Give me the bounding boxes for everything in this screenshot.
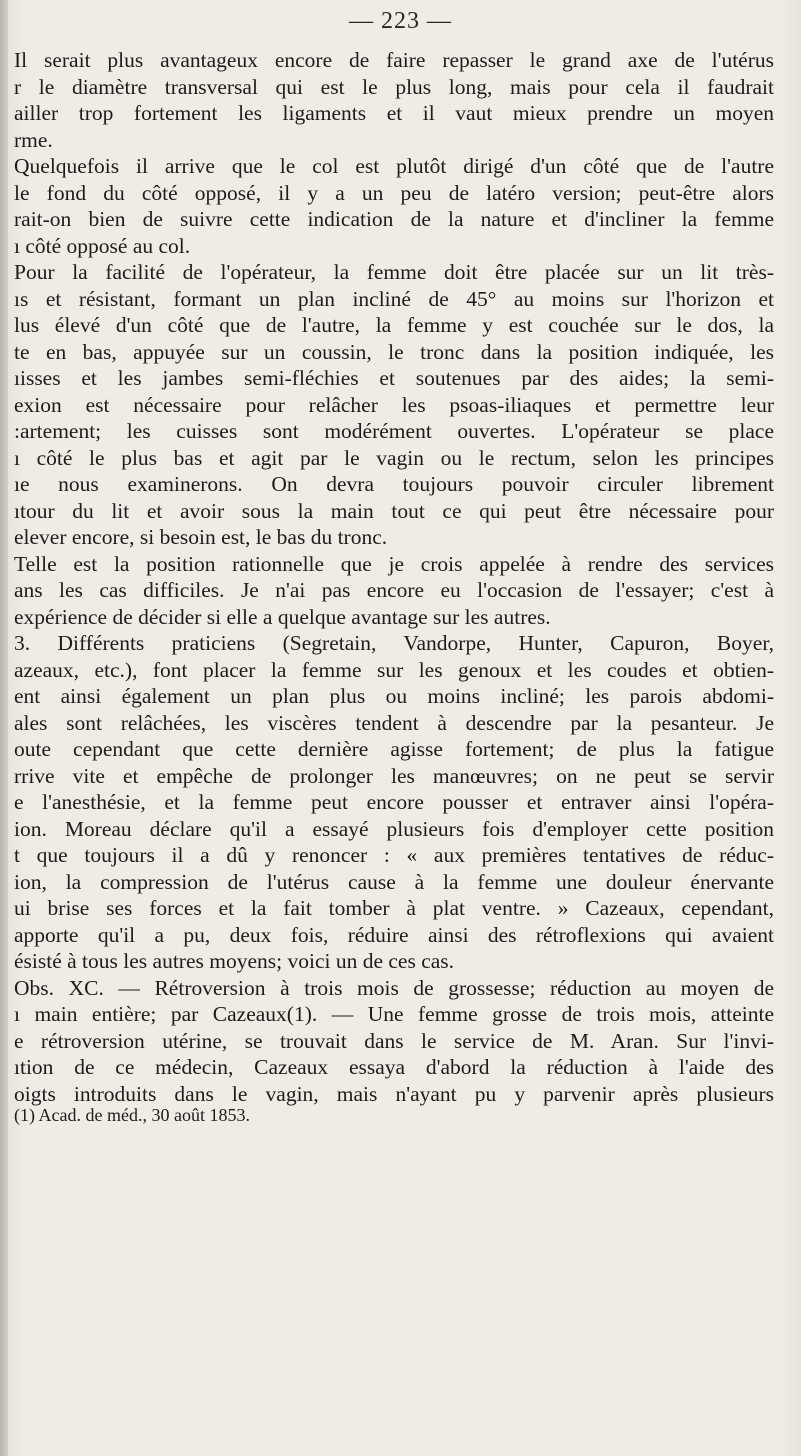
text-line: elever encore, si besoin est, le bas du tronc. [14, 525, 388, 549]
text-line: oute cependant que cette dernière agisse fortement; de plus la fatigue [14, 737, 774, 761]
text-line: azeaux, etc.), font placer la femme sur les genoux et les coudes et obtien- [14, 657, 774, 682]
text-line: lus élevé d'un côté que de l'autre, la femme y est couchée sur le dos, la [14, 313, 774, 337]
text-line: oigts introduits dans le vagin, mais n'ayant pu y parvenir après plusieurs [14, 1081, 774, 1106]
text-line: le fond du côté opposé, il y a un peu de latéro version; peut-être alors [14, 180, 774, 205]
text-line: ıs et résistant, formant un plan incliné de 45° au moins sur l'horizon et [14, 286, 774, 311]
text-line: Pour la facilité de l'opérateur, la femme doit être placée sur un lit très- [14, 260, 774, 284]
text-line: 3. Différents praticiens (Segretain, Vandorpe, Hunter, Capuron, Boyer, [14, 631, 774, 655]
text-line: ion, la compression de l'utérus cause à la femme une douleur énervante [14, 869, 774, 894]
text-line: Quelquefois il arrive que le col est plutôt dirigé d'un côté que de l'autre [14, 154, 774, 178]
text-line: :artement; les cuisses sont modérément ouvertes. L'opérateur se place [14, 419, 774, 443]
text-line: ı main entière; par Cazeaux(1). — Une femme grosse de trois mois, atteinte [14, 1002, 774, 1026]
text-line: ales sont relâchées, les viscères tendent à descendre par la pesanteur. Je [14, 710, 774, 735]
text-line: Il serait plus avantageux encore de faire repasser le grand axe de l'utérus [14, 48, 774, 72]
text-line: ailler trop fortement les ligaments et il vaut mieux prendre un moyen [14, 101, 774, 125]
page-gutter [0, 0, 8, 1456]
text-line: rait-on bien de suivre cette indication de la nature et d'incliner la femme [14, 207, 774, 231]
page-number: — 223 — [349, 8, 452, 34]
text-line: ıe nous examinerons. On devra toujours pouvoir circuler librement [14, 472, 774, 496]
text-line: Telle est la position rationnelle que je crois appelée à rendre des services [14, 551, 774, 576]
text-line: apporte qu'il a pu, deux fois, réduire ainsi des rétroflexions qui avaient [14, 922, 774, 947]
text-line: ıtour du lit et avoir sous la main tout ce qui peut être nécessaire pour [14, 498, 774, 523]
text-line: rrive vite et empêche de prolonger les manœuvres; on ne peut se servir [14, 763, 774, 788]
footnote: (1) Acad. de méd., 30 août 1853. [14, 1105, 250, 1125]
text-line: e l'anesthésie, et la femme peut encore pousser et entraver ainsi l'opéra- [14, 790, 774, 814]
text-line: ui brise ses forces et la fait tomber à plat ventre. » Cazeaux, cependant, [14, 896, 774, 920]
text-line: rme. [14, 127, 53, 152]
text-line: ion. Moreau déclare qu'il a essayé plusieurs fois d'employer cette position [14, 816, 774, 841]
text-line: ıtion de ce médecin, Cazeaux essaya d'abord la réduction à l'aide des [14, 1055, 774, 1079]
text-line: ésisté à tous les autres moyens; voici un de ces cas. [14, 949, 455, 973]
text-line: ı côté le plus bas et agit par le vagin ou le rectum, selon les principes [14, 445, 774, 470]
text-line: Obs. XC. — Rétroversion à trois mois de grossesse; réduction au moyen de [14, 975, 774, 1000]
text-line: e rétroversion utérine, se trouvait dans le service de M. Aran. Sur l'invi- [14, 1028, 774, 1053]
text-line: t que toujours il a dû y renoncer : « aux premières tentatives de réduc- [14, 843, 774, 867]
body-text [14, 47, 774, 1107]
text-line: ıisses et les jambes semi-fléchies et soutenues par des aides; la semi- [14, 366, 774, 390]
text-line: expérience de décider si elle a quelque avantage sur les autres. [14, 604, 551, 629]
text-line: ent ainsi également un plan plus ou moins incliné; les parois abdomi- [14, 684, 774, 708]
text-line: te en bas, appuyée sur un coussin, le tronc dans la position indiquée, les [14, 339, 774, 364]
text-line: exion est nécessaire pour relâcher les psoas-iliaques et permettre leur [14, 392, 774, 417]
text-line: ans les cas difficiles. Je n'ai pas encore eu l'occasion de l'essayer; c'est à [14, 578, 774, 602]
text-line: ı côté opposé au col. [14, 233, 191, 258]
text-line: r le diamètre transversal qui est le plus long, mais pour cela il faudrait [14, 74, 774, 99]
